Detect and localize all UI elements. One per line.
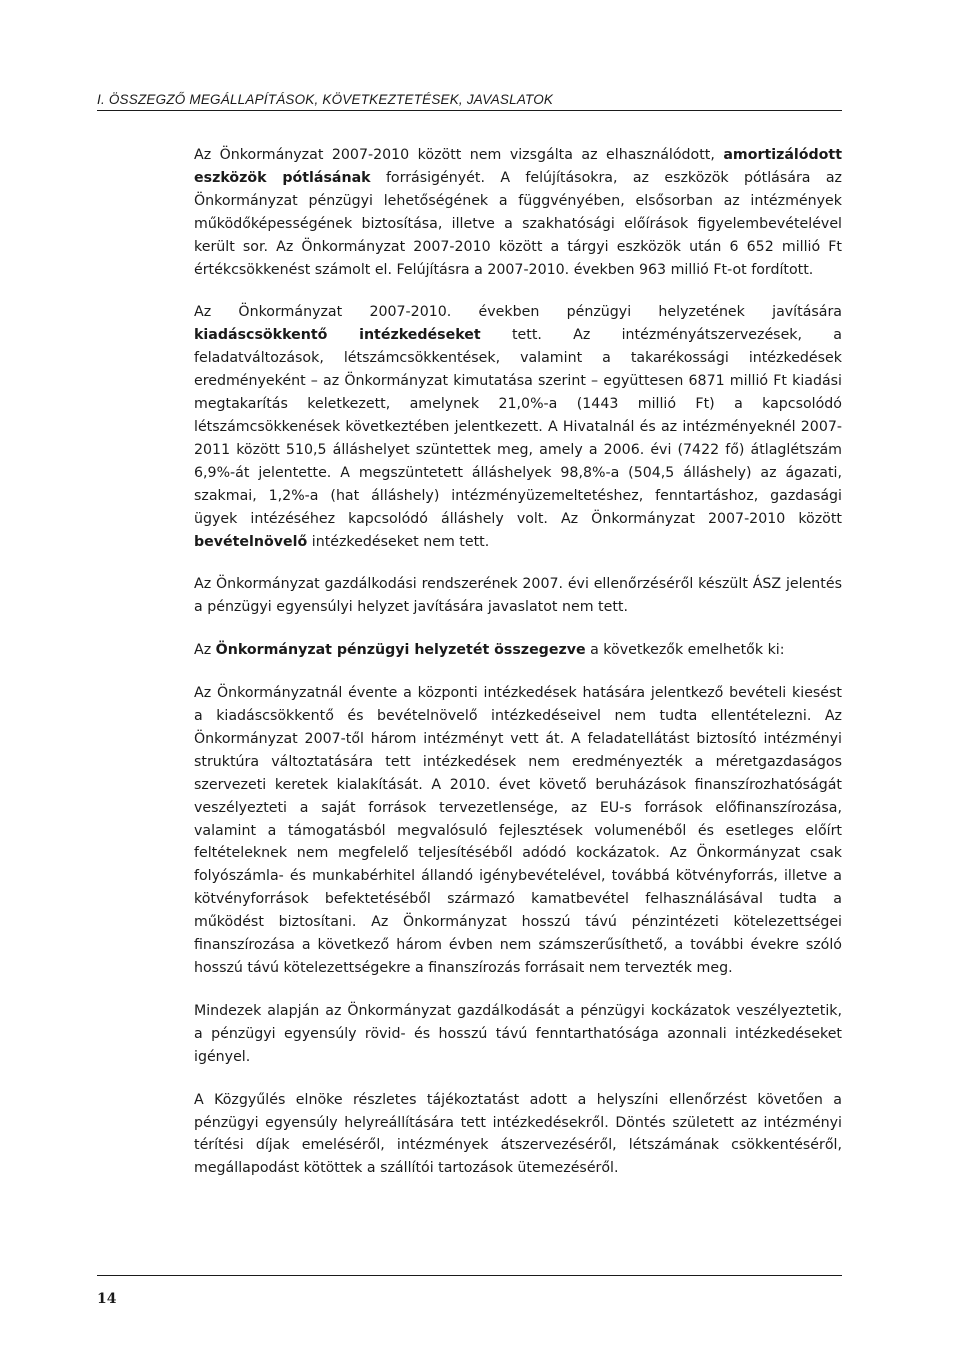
paragraph-financial-situation	[194, 682, 842, 980]
paragraph-cost-reduction	[194, 301, 842, 553]
paragraph-text: Az Önkormányzat gazdálkodási rendszerének 2007. évi ellenőrzéséről készült ÁSZ jelentés a pénzügyi egyensúlyi helyzet javítására javaslatot nem tett.	[194, 576, 842, 616]
paragraph-text: a következők emelhetők ki:	[585, 642, 785, 659]
paragraph-text: intézkedéseket nem tett.	[307, 533, 490, 550]
paragraph-emphasis: Önkormányzat pénzügyi helyzetét összegezve	[215, 642, 586, 659]
paragraph-amortization	[194, 144, 842, 281]
paragraph-text: Az Önkormányzatnál évente a központi intézkedések hatására jelentkező bevételi kiesést a kiadáscsökkentő és bevételnövelő intézkedéseivel nem tudta ellentételezni. Az Önkormányzat 2007-től három intézményt vett át. A feladatellátást biztosító intézményi struktúra változtatására tett intézkedések nem eredményezték a méretgazdaságos szervezeti keretek kialakítását. A 2010. évet követő beruházások finanszírozhatóságát veszélyezteti a saját források tervezetlensége, az EU-s források előfinanszírozása, valamint a támogatásból megvalósuló fejlesztések volumenéből és esetleges előírt feltételeknek nem megfelelő teljesítéséből adódó kockázatok. Az Önkormányzat csak folyószámla- és munkabérhitel állandó igénybevételével, továbbá kötvényforrás, illetve a kötvényforrások befektetéséből származó kamatbevétel felhasználásával tudta a működést biztosítani. Az Önkormányzat hosszú távú pénzintézeti kötelezettségei finanszírozása a következő három évben nem számszerűsíthető, a további évekre szóló hosszú távú kötelezettségekre a finanszírozás forrásait nem tervezték meg.	[194, 685, 842, 976]
paragraph-text: tett. Az intézményátszervezések, a feladatváltozások, létszámcsökkentések, valamint a takarékossági intézkedések eredményeként – az Önkormányzat kimutatása szerint – együttesen 6871 millió Ft kiadási megtakarítás keletkezett, amelynek 21,0%-a (1443 millió Ft) a kapcsolódó létszámcsökkenések következtében jelentkezett. A Hivatalnál és az intézményeknél 2007-2011 között 510,5 álláshelyet szüntettek meg, amely a 2006. évi (7422 fő) átlaglétszám 6,9%-át jelentette. A megszüntetett álláshelyek 98,8%-a (504,5 álláshely) az ágazati, szakmai, 1,2%-a (hat álláshely) intézményüzemeltetéshez, fenntartáshoz, gazdasági ügyek intézéséhez kapcsolódó álláshely volt. Az Önkormányzat 2007-2010 között	[194, 327, 842, 527]
page-number: 14	[97, 1291, 117, 1307]
paragraph-emphasis: bevételnövelő	[194, 533, 308, 550]
running-header: I. ÖSSZEGZŐ MEGÁLLAPÍTÁSOK, KÖVETKEZTETÉSEK, JAVASLATOK	[97, 92, 842, 111]
footer-divider	[97, 1275, 842, 1276]
paragraph-text: Az Önkormányzat 2007-2010 között nem vizsgálta az elhasználódott,	[194, 147, 724, 163]
paragraph-text: forrásigényét. A felújításokra, az eszközök pótlására az Önkormányzat pénzügyi lehetőségének a függvényében, elsősorban az intézmények működőképességének biztosítása, illetve a szakhatósági előírások figyelembevételével került sor. Az Önkormányzat 2007-2010 között a tárgyi eszközök után 6 652 millió Ft értékcsökkenést számolt el. Felújításra a 2007-2010. években 963 millió Ft-ot fordított.	[194, 169, 842, 278]
paragraph-conclusion	[194, 1000, 842, 1069]
paragraph-asz-report	[194, 573, 842, 619]
paragraph-emphasis: amortizálódott eszközök pótlásának	[194, 147, 842, 186]
paragraph-text: A Közgyűlés elnöke részletes tájékoztatást adott a helyszíni ellenőrzést követően a pénzügyi egyensúly helyreállítására tett intézkedésekről. Döntés született az intézményi térítési díjak emeléséről, intézmények átszervezéséről, létszámának csökkentéséről, megállapodást kötöttek a szállítói tartozások ütemezéséről.	[194, 1091, 842, 1177]
document-body	[194, 144, 842, 1200]
paragraph-emphasis: kiadáscsökkentő intézkedéseket	[194, 327, 481, 344]
paragraph-measures	[194, 1089, 842, 1181]
paragraph-text: Mindezek alapján az Önkormányzat gazdálkodását a pénzügyi kockázatok veszélyeztetik, a pénzügyi egyensúly rövid- és hosszú távú fenntarthatósága azonnali intézkedéseket igényel.	[194, 1002, 842, 1065]
paragraph-text: Az Önkormányzat 2007-2010. években pénzügyi helyzetének javítására	[194, 304, 842, 321]
paragraph-summary-intro	[194, 639, 842, 662]
paragraph-text: Az	[194, 642, 216, 659]
